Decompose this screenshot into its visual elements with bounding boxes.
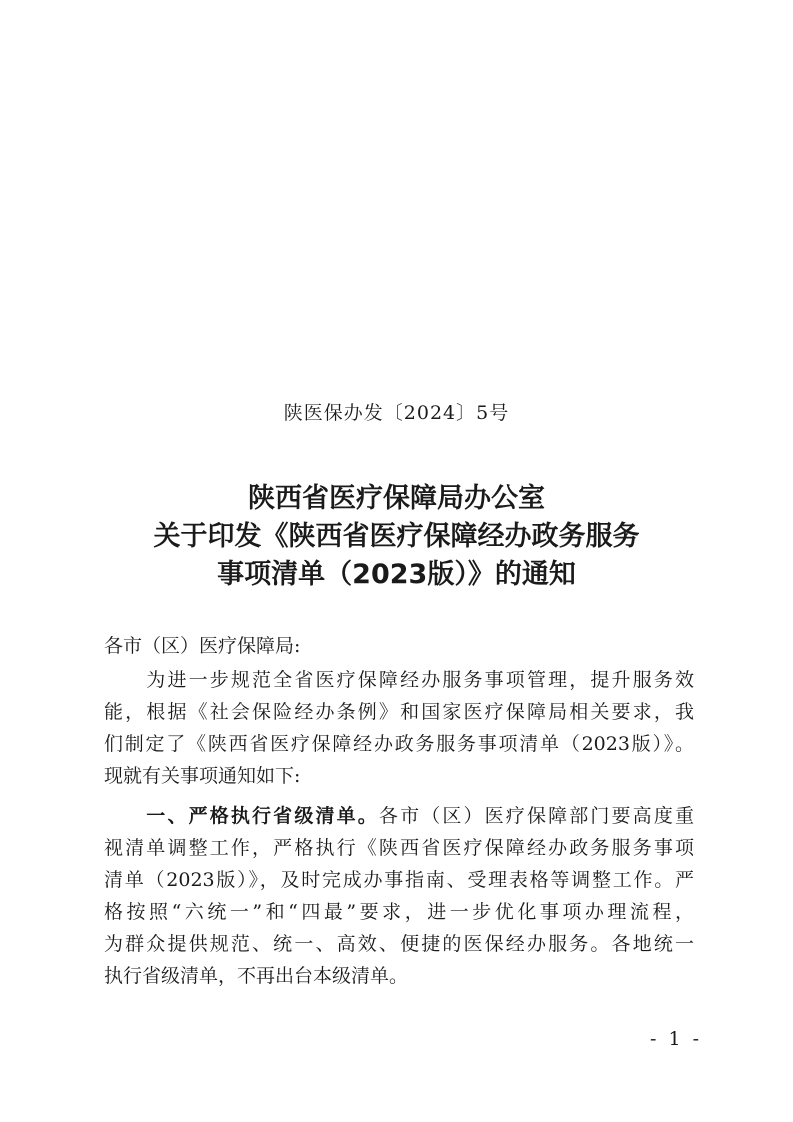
- page-number: - 1 -: [650, 1028, 703, 1050]
- paragraph-intro: [104, 664, 694, 792]
- paragraph-line: [104, 800, 694, 832]
- paragraph-line: 能，根据《社会保险经办条例》和国家医疗保障局相关要求，我: [104, 701, 694, 723]
- paragraph-line: 格按照“六统一”和“四最”要求，进一步优化事项办理流程，: [104, 901, 694, 923]
- paragraph-line: 视清单调整工作，严格执行《陕西省医疗保障经办政务服务事项: [104, 837, 694, 859]
- paragraph-line: 执行省级清单，不再出台本级清单。: [104, 965, 409, 987]
- paragraph-line: 为群众提供规范、统一、高效、便捷的医保经办服务。各地统一: [104, 933, 694, 955]
- document-number: 陕医保办发〔2024〕5号: [283, 402, 510, 424]
- salutation: 各市（区）医疗保障局:: [104, 635, 301, 657]
- paragraph-line: 清单（2023版）》，及时完成办事指南、受理表格等调整工作。严: [104, 869, 694, 891]
- paragraph-text: 各市（区）医疗保障部门要高度重: [378, 805, 694, 827]
- title-line-1: 陕西省医疗保障局办公室: [248, 483, 545, 514]
- paragraph-line: 为进一步规范全省医疗保障经办服务事项管理，提升服务效: [104, 669, 694, 691]
- section-heading: 一、严格执行省级清单。: [104, 805, 379, 827]
- paragraph-section-one: [104, 800, 694, 992]
- document-title: [0, 480, 793, 594]
- paragraph-line: 们制定了《陕西省医疗保障经办政务服务事项清单（2023版）》。: [104, 733, 694, 755]
- title-line-2: 关于印发《陕西省医疗保障经办政务服务: [153, 521, 640, 552]
- paragraph-line: 现就有关事项通知如下:: [104, 765, 301, 787]
- title-line-3: 事项清单（2023版）》的通知: [217, 559, 576, 590]
